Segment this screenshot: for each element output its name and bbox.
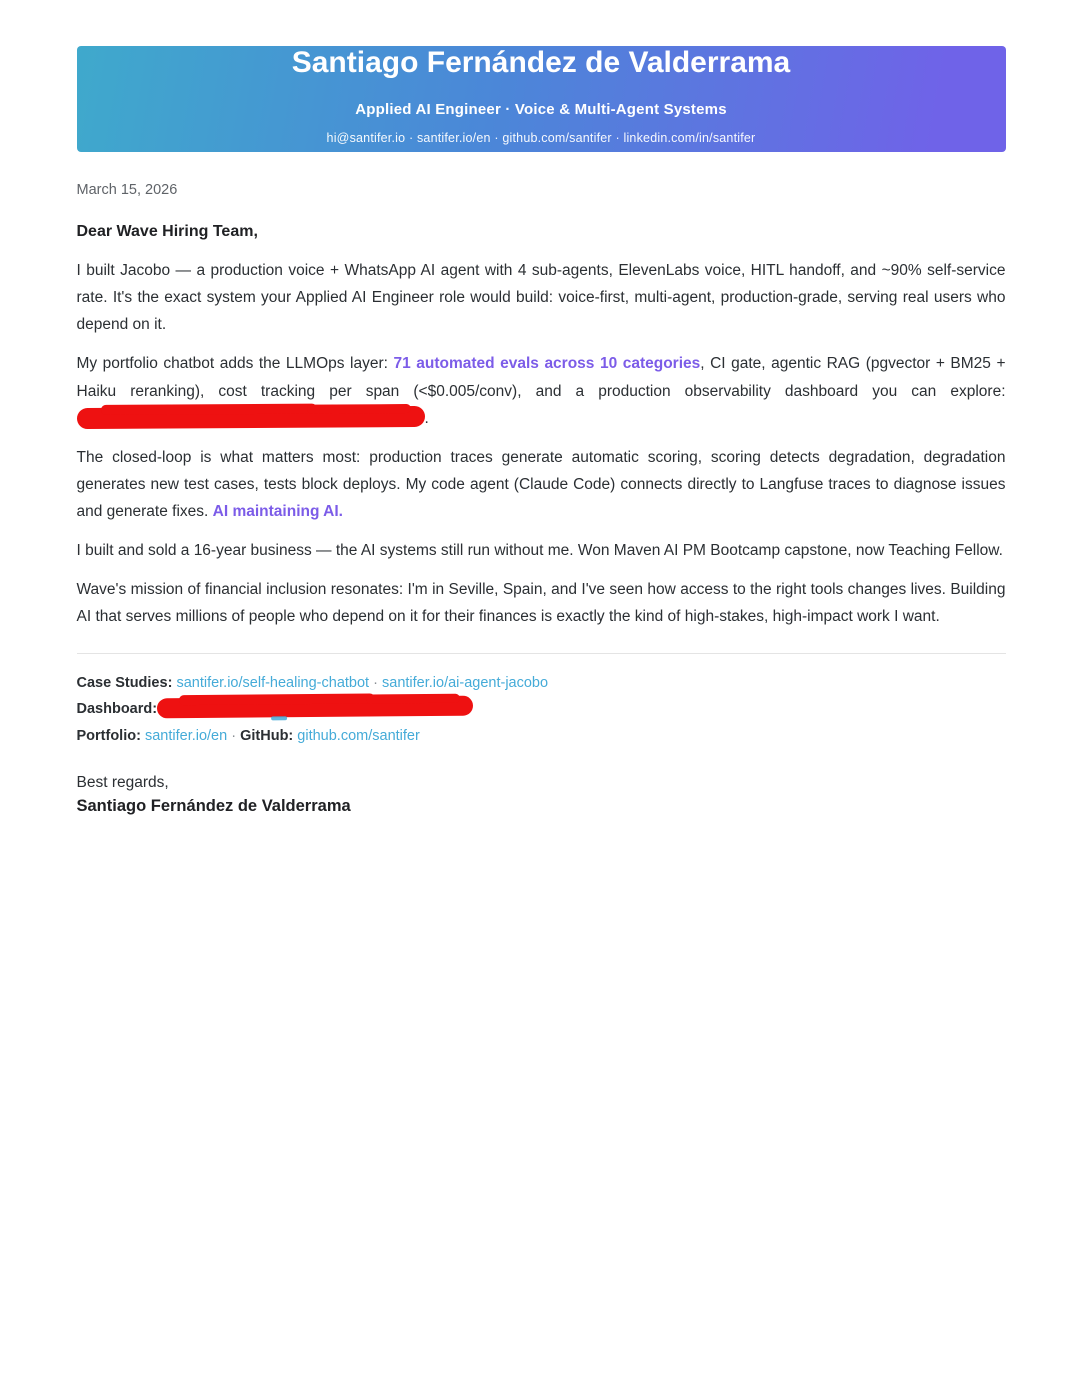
- redaction-marker-dashboard-url: [76, 406, 424, 429]
- dashboard-line: [77, 696, 1006, 723]
- case-studies-label: Case Studies:: [76, 674, 173, 691]
- evals-link[interactable]: 71 automated evals across 10 categories: [393, 355, 701, 373]
- letter-header: [77, 46, 1006, 152]
- paragraph-business: I built and sold a 16-year business — the AI systems still run without me. Won Maven AI PM Bootcamp capstone, now Teaching Fellow.: [76, 542, 1003, 560]
- portfolio-line: [77, 723, 1006, 750]
- paragraph-wave-mission: Wave's mission of financial inclusion resonates: I'm in Seville, Spain, and I've seen how access to the right tools changes lives. Building AI that serves millions of people who depend on it for their finances is exactly the kind of high-stakes, high-impact work I want.: [76, 581, 1006, 626]
- section-divider: [77, 653, 1006, 654]
- dot-separator: ·: [231, 728, 237, 745]
- header-contact-links[interactable]: hi@santifer.io · santifer.io/en · github.com/santifer · linkedin.com/in/santifer: [326, 131, 756, 145]
- paragraph-llmops-period: .: [424, 409, 429, 427]
- signature-name: Santiago Fernández de Valderrama: [76, 797, 351, 816]
- github-label: GitHub:: [240, 728, 294, 745]
- redacted-link-peek: [271, 717, 287, 721]
- letter-date: March 15, 2026: [76, 182, 178, 198]
- ai-maintaining-ai-link[interactable]: AI maintaining AI.: [212, 503, 343, 520]
- github-link[interactable]: github.com/santifer: [297, 728, 420, 745]
- dashboard-label: Dashboard:: [76, 701, 158, 718]
- paragraph-llmops: [77, 350, 1006, 431]
- paragraph-jacobo: I built Jacobo — a production voice + WhatsApp AI agent with 4 sub-agents, ElevenLabs voice, HITL handoff, and ~90% self-service rate. It's the exact system your Applied AI Engineer role would build: voice-first, multi-agent, production-grade, serving real users who depend on it.: [76, 262, 1006, 334]
- letter-content: [77, 46, 1006, 816]
- portfolio-label: Portfolio:: [76, 728, 141, 745]
- closing-line: Best regards,: [76, 774, 169, 792]
- portfolio-link[interactable]: santifer.io/en: [144, 728, 228, 745]
- paragraph-closed-loop: [77, 444, 1006, 525]
- header-role-subtitle: Applied AI Engineer · Voice & Multi-Agent Systems: [355, 101, 727, 118]
- redaction-marker-dashboard-link: [157, 696, 473, 719]
- case-studies-line: [77, 670, 1006, 697]
- paragraph-closed-loop-text: The closed-loop is what matters most: production traces generate automatic scoring, scoring detects degradation, degradation generates new test cases, tests block deploys. My code agent (Claude Code) connects directly to Langfuse traces to diagnose issues and generate fixes.: [76, 448, 1006, 520]
- dot-separator: ·: [373, 674, 378, 691]
- salutation: Dear Wave Hiring Team,: [76, 223, 258, 240]
- header-name-cropped: Santiago Fernández de Valderrama: [291, 46, 791, 79]
- case-study-link-self-healing[interactable]: santifer.io/self-healing-chatbot: [176, 674, 370, 691]
- case-study-link-jacobo[interactable]: santifer.io/ai-agent-jacobo: [382, 674, 549, 691]
- paragraph-llmops-text: My portfolio chatbot adds the LLMOps layer:: [76, 355, 394, 373]
- paragraph-llmops-text2: , CI gate, agentic RAG (pgvector + BM25 + Haiku reranking), cost tracking per span (<$0.005/conv), and a production observability dashboard you can explore:: [76, 355, 1006, 400]
